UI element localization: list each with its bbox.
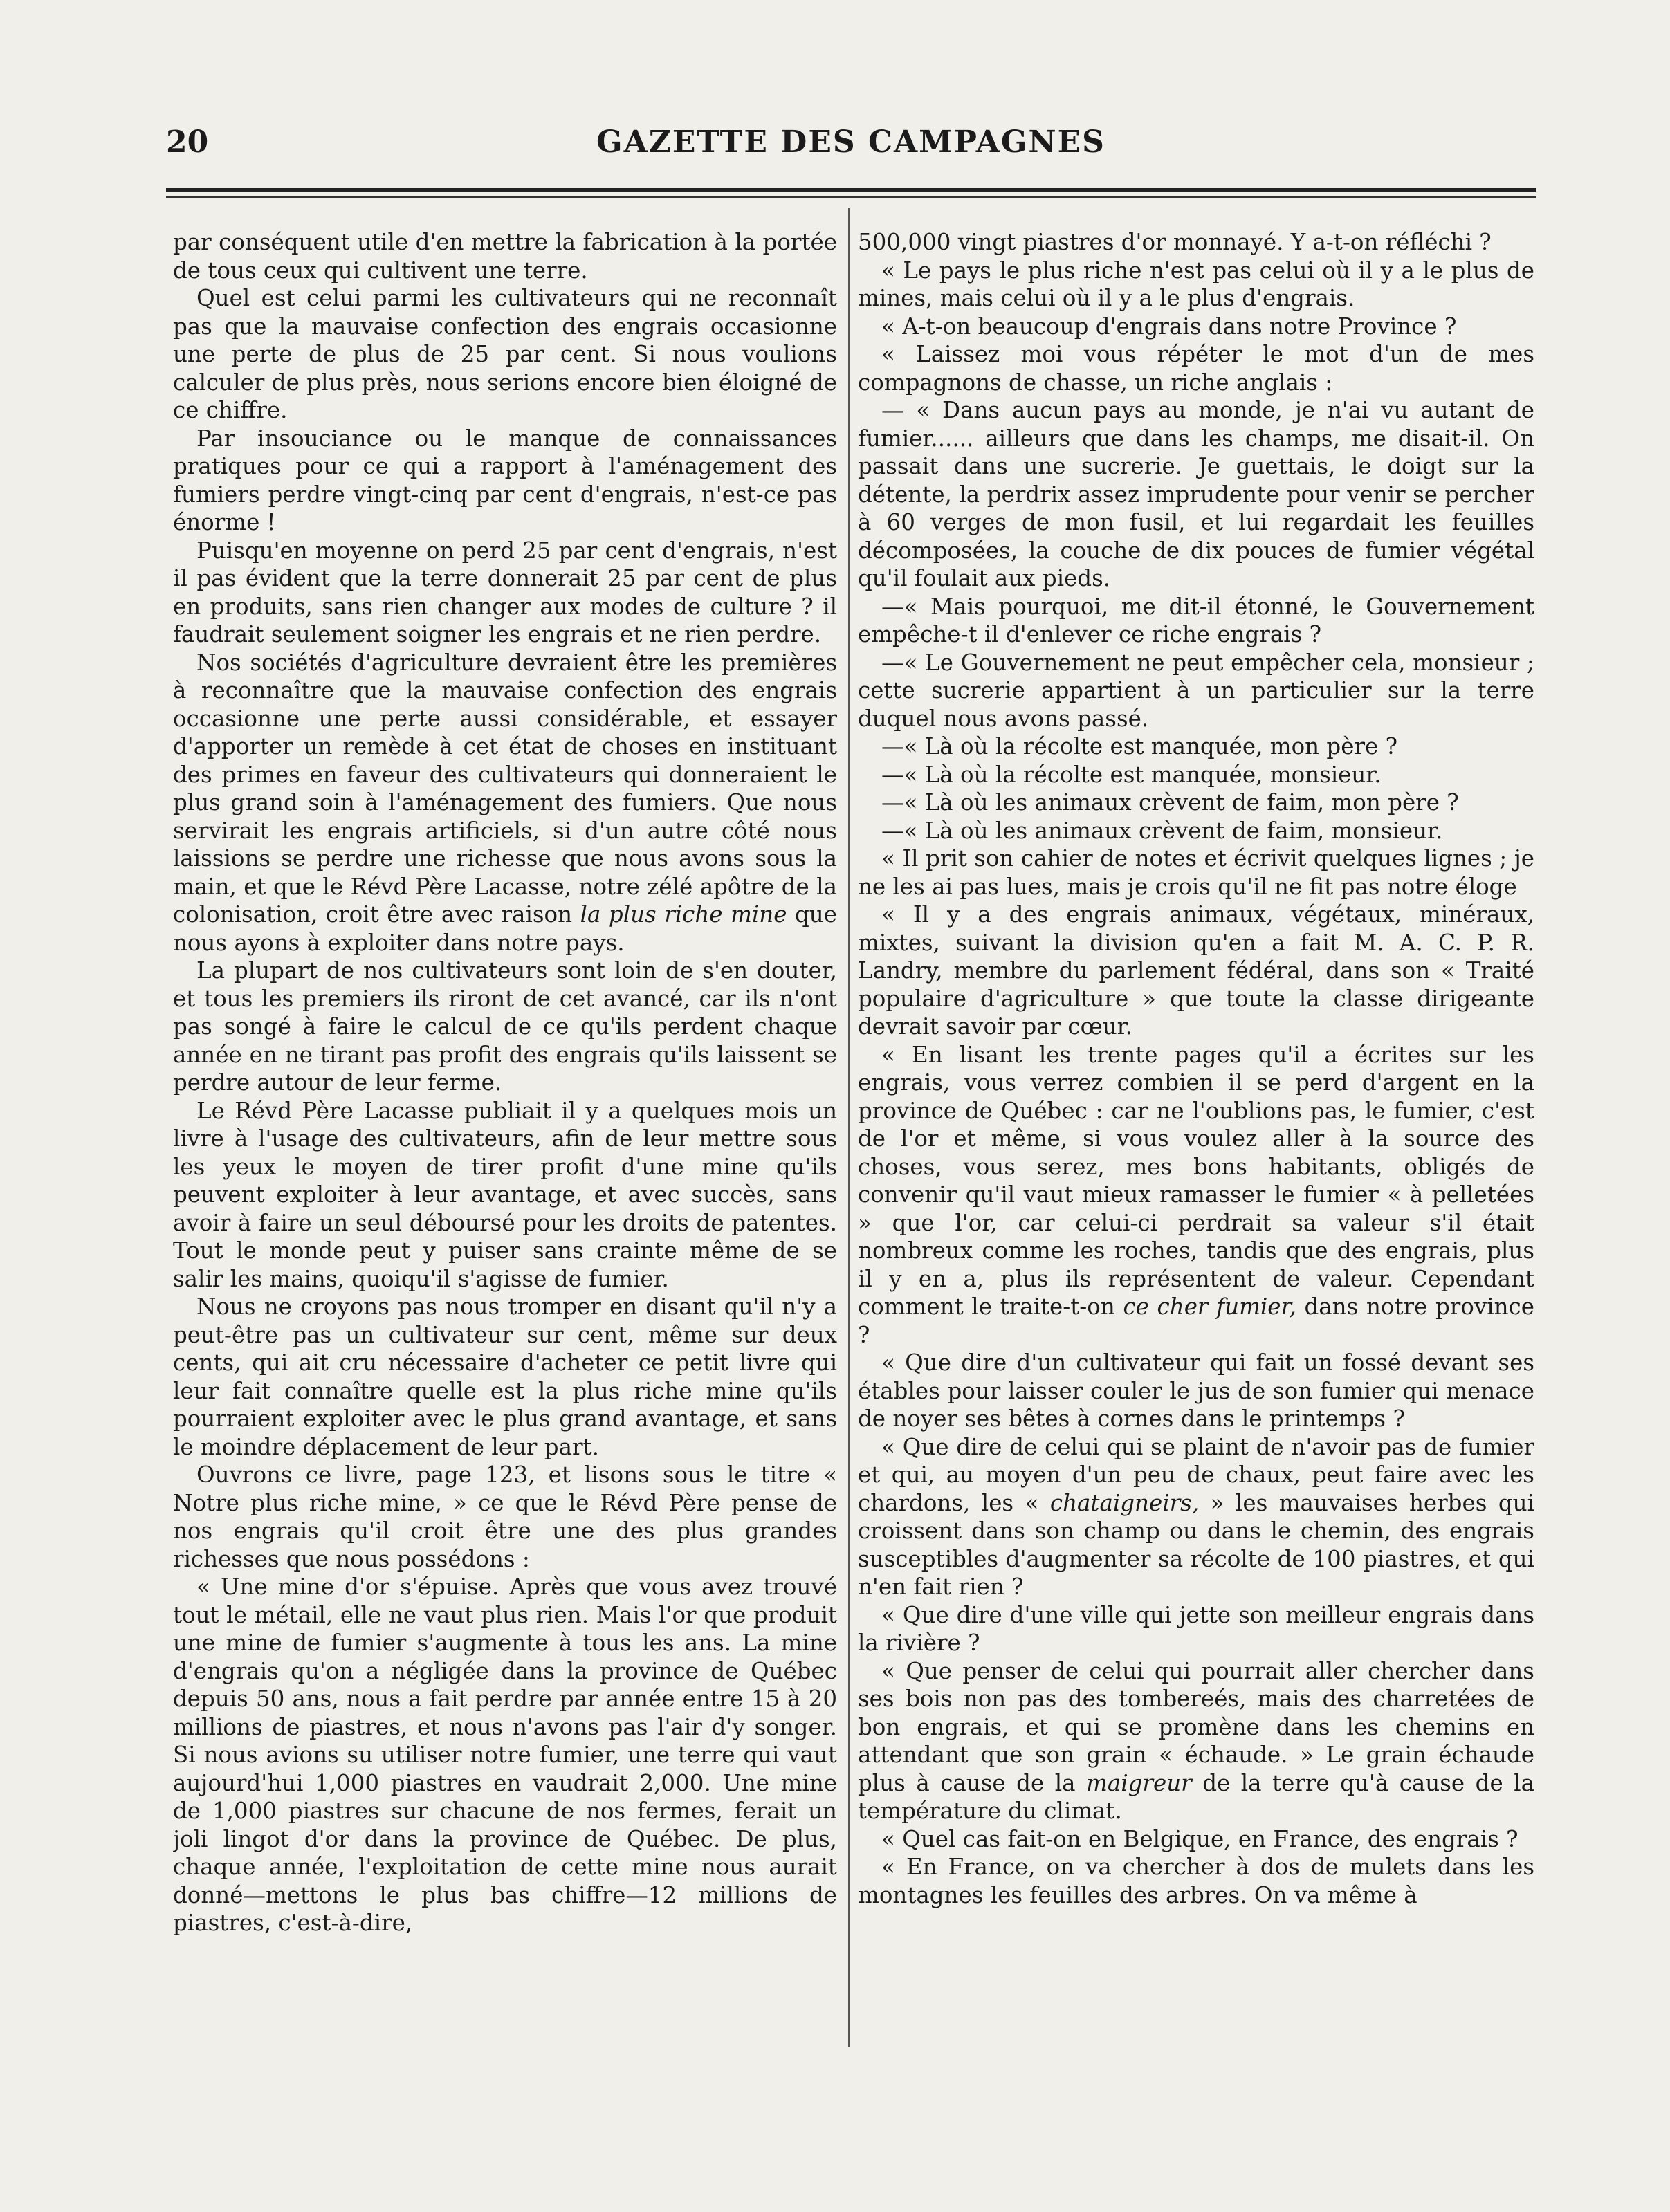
paragraph: « Une mine d'or s'épuise. Après que vous avez trouvé tout le métail, elle ne vaut plus rien. Mais l'or que produit une mine de fumier s'augmente à tous les ans. La mine d'engrais qu'on a négligée dans la province de Québec depuis 50 ans, nous a fait perdre par année entre 15 à 20 millions de piastres, et nous n'avons pas l'air d'y songer. Si nous avions su utiliser notre fumier, une terre qui vaut aujourd'hui 1,000 piastres en vaudrait 2,000. Une mine de 1,000 piastres sur chacune de nos fermes, ferait un joli lingot d'or dans la province de Québec. De plus, chaque année, l'exploitation de cette mine nous aurait donné—mettons le plus bas chiffre—12 millions de piastres, c'est-à-dire, bbox=[173, 1574, 837, 1936]
text-run: que nous ayons à exploiter dans notre pays. bbox=[173, 901, 837, 956]
italic-phrase: ce cher fumier, bbox=[1123, 1293, 1296, 1320]
column-divider bbox=[848, 208, 850, 2047]
paragraph: « Il y a des engrais animaux, végétaux, minéraux, mixtes, suivant la division qu'en a fait M. A. C. P. R. Landry, membre du parlement fédéral, dans son « Traité populaire d'agriculture » que toute la classe dirigeante devrait savoir par cœur. bbox=[858, 901, 1534, 1040]
paragraph: Le Révd Père Lacasse publiait il y a quelques mois un livre à l'usage des cultivateurs, afin de leur mettre sous les yeux le moyen de tirer profit d'une mine qu'ils peuvent exploiter à leur avantage, et avec succès, sans avoir à faire un seul déboursé pour les droits de patentes. Tout le monde peut y puiser sans crainte même de se salir les mains, quoiqu'il s'agisse de fumier. bbox=[173, 1097, 837, 1292]
paragraph: « Que dire d'un cultivateur qui fait un fossé devant ses étables pour laisser couler le jus de son fumier qui menace de noyer ses bêtes à cornes dans le printemps ? bbox=[858, 1349, 1534, 1432]
paragraph bbox=[173, 649, 837, 957]
paragraph: —« Là où les animaux crèvent de faim, monsieur. bbox=[881, 817, 1443, 844]
paragraph bbox=[858, 1041, 1534, 1349]
paragraph: —« Là où les animaux crèvent de faim, mon père ? bbox=[881, 789, 1459, 815]
text-run: « Que dire de celui qui se plaint de n'avoir pas de fumier et qui, au moyen d'un peu de chaux, peut faire avec les chardons, les « bbox=[858, 1433, 1534, 1516]
paragraph: « En France, on va chercher à dos de mulets dans les montagnes les feuilles des arbres. On va même à bbox=[858, 1854, 1534, 1908]
paragraph: « Laissez moi vous répéter le mot d'un de mes compagnons de chasse, un riche anglais : bbox=[858, 341, 1534, 396]
paragraph: Puisqu'en moyenne on perd 25 par cent d'engrais, n'est il pas évident que la terre donnerait 25 par cent de plus en produits, sans rien changer aux modes de culture ? il faudrait seulement soigner les engrais et ne rien perdre. bbox=[173, 537, 837, 647]
paragraph: La plupart de nos cultivateurs sont loin de s'en douter, et tous les premiers ils riront de cet avancé, car ils n'ont pas songé à faire le calcul de ce qu'ils perdent chaque année en ne tirant pas profit des engrais qu'ils laissent se perdre autour de leur ferme. bbox=[173, 957, 837, 1096]
right-column bbox=[858, 228, 1534, 2040]
text-run: » les mauvaises herbes qui croissent dans son champ ou dans le chemin, des engrais susceptibles d'augmenter sa récolte de 100 piastres, et qui n'en fait rien ? bbox=[858, 1489, 1534, 1600]
paragraph bbox=[858, 1657, 1534, 1825]
journal-title: GAZETTE DES CAMPAGNES bbox=[596, 125, 1105, 160]
paragraph: —« Mais pourquoi, me dit-il étonné, le Gouvernement empêche-t il d'enlever ce riche engrais ? bbox=[858, 593, 1534, 647]
text-run: dans notre province ? bbox=[858, 1293, 1534, 1348]
paragraph: Quel est celui parmi les cultivateurs qui ne reconnaît pas que la mauvaise confection des engrais occasionne une perte de plus de 25 par cent. Si nous voulions calculer de plus près, nous serions encore bien éloigné de ce chiffre. bbox=[173, 285, 837, 423]
text-run: Nos sociétés d'agriculture devraient être les premières à reconnaître que la mauvaise confection des engrais occasionne une perte aussi considérable, et essayer d'apporter un remède à cet état de choses en instituant des primes en faveur des cultivateurs qui donneraient le plus grand soin à l'aménagement des fumiers. Que nous servirait les engrais artificiels, si d'un autre côté nous laissions se perdre une richesse que nous avons sous la main, et que le Révd Père Lacasse, notre zélé apôtre de la colonisation, croit être avec raison bbox=[173, 649, 837, 928]
paragraph: « A-t-on beaucoup d'engrais dans notre Province ? bbox=[881, 313, 1457, 340]
paragraph: Nous ne croyons pas nous tromper en disant qu'il n'y a peut-être pas un cultivateur sur cent, même sur deux cents, qui ait cru nécessaire d'acheter ce petit livre qui leur fait connaître quelle est la plus riche mine qu'ils pourraient exploiter avec le plus grand avantage, et sans le moindre déplacement de leur part. bbox=[173, 1293, 837, 1460]
paragraph: 500,000 vingt piastres d'or monnayé. Y a-t-on réfléchi ? bbox=[858, 229, 1492, 255]
paragraph: —« Là où la récolte est manquée, mon père ? bbox=[881, 733, 1397, 759]
paragraph: —« Là où la récolte est manquée, monsieur. bbox=[881, 761, 1382, 788]
italic-phrase: la plus riche mine bbox=[580, 901, 787, 928]
left-column bbox=[173, 228, 837, 2040]
page-header bbox=[166, 111, 1536, 166]
paragraph: « Il prit son cahier de notes et écrivit quelques lignes ; je ne les ai pas lues, mais je crois qu'il ne fit pas notre éloge bbox=[858, 845, 1534, 900]
text-run: « Que penser de celui qui pourrait aller chercher dans ses bois non pas des tombereés, mais des charretées de bon engrais, et qui se promène dans les chemins en attendant que son grain « échaude. » Le grain échaude plus à cause de la bbox=[858, 1657, 1534, 1796]
text-run: de la terre qu'à cause de la température du climat. bbox=[858, 1769, 1534, 1824]
paragraph: par conséquent utile d'en mettre la fabrication à la portée de tous ceux qui cultivent une terre. bbox=[173, 229, 837, 284]
paragraph: « Quel cas fait-on en Belgique, en France, des engrais ? bbox=[881, 1825, 1518, 1852]
header-rule-thick bbox=[166, 188, 1536, 192]
paragraph: Ouvrons ce livre, page 123, et lisons sous le titre « Notre plus riche mine, » ce que le Révd Père pense de nos engrais qu'il croit être une des plus grandes richesses que nous possédons : bbox=[173, 1462, 837, 1572]
italic-phrase: chataigneirs, bbox=[1049, 1489, 1200, 1516]
page-number: 20 bbox=[166, 125, 209, 160]
paragraph: « Que dire d'une ville qui jette son meilleur engrais dans la rivière ? bbox=[858, 1601, 1534, 1656]
italic-phrase: maigreur bbox=[1086, 1769, 1192, 1796]
paragraph: —« Le Gouvernement ne peut empêcher cela, monsieur ; cette sucrerie appartient à un particulier sur la terre duquel nous avons passé. bbox=[858, 649, 1534, 732]
paragraph: Par insouciance ou le manque de connaissances pratiques pour ce qui a rapport à l'aménagement des fumiers perdre vingt-cinq par cent d'engrais, n'est-ce pas énorme ! bbox=[173, 425, 837, 535]
paragraph: — « Dans aucun pays au monde, je n'ai vu autant de fumier...... ailleurs que dans les champs, me disait-il. On passait dans une sucrerie. Je guettais, le doigt sur la détente, la perdrix assez imprudente pour venir se percher à 60 verges de mon fusil, et lui regardait les feuilles décomposées, la couche de dix pouces de fumier végétal qu'il foulait aux pieds. bbox=[858, 397, 1534, 591]
header-rule-thin bbox=[166, 196, 1536, 198]
paragraph bbox=[858, 1433, 1534, 1601]
paragraph: « Le pays le plus riche n'est pas celui où il y a le plus de mines, mais celui où il y a le plus d'engrais. bbox=[858, 257, 1534, 311]
text-run: « En lisant les trente pages qu'il a écrites sur les engrais, vous verrez combien il se perd d'argent en la province de Québec : car ne l'oublions pas, le fumier, c'est de l'or et même, si vous voulez aller à la source des choses, vous serez, mes bons habitants, obligés de convenir qu'il vaut mieux ramasser le fumier « à pelletées » que l'or, car celui-ci perdrait sa valeur s'il était nombreux comme les roches, tandis que des engrais, plus il y en a, plus ils représentent de valeur. Cependant comment le traite-t-on bbox=[858, 1041, 1534, 1320]
